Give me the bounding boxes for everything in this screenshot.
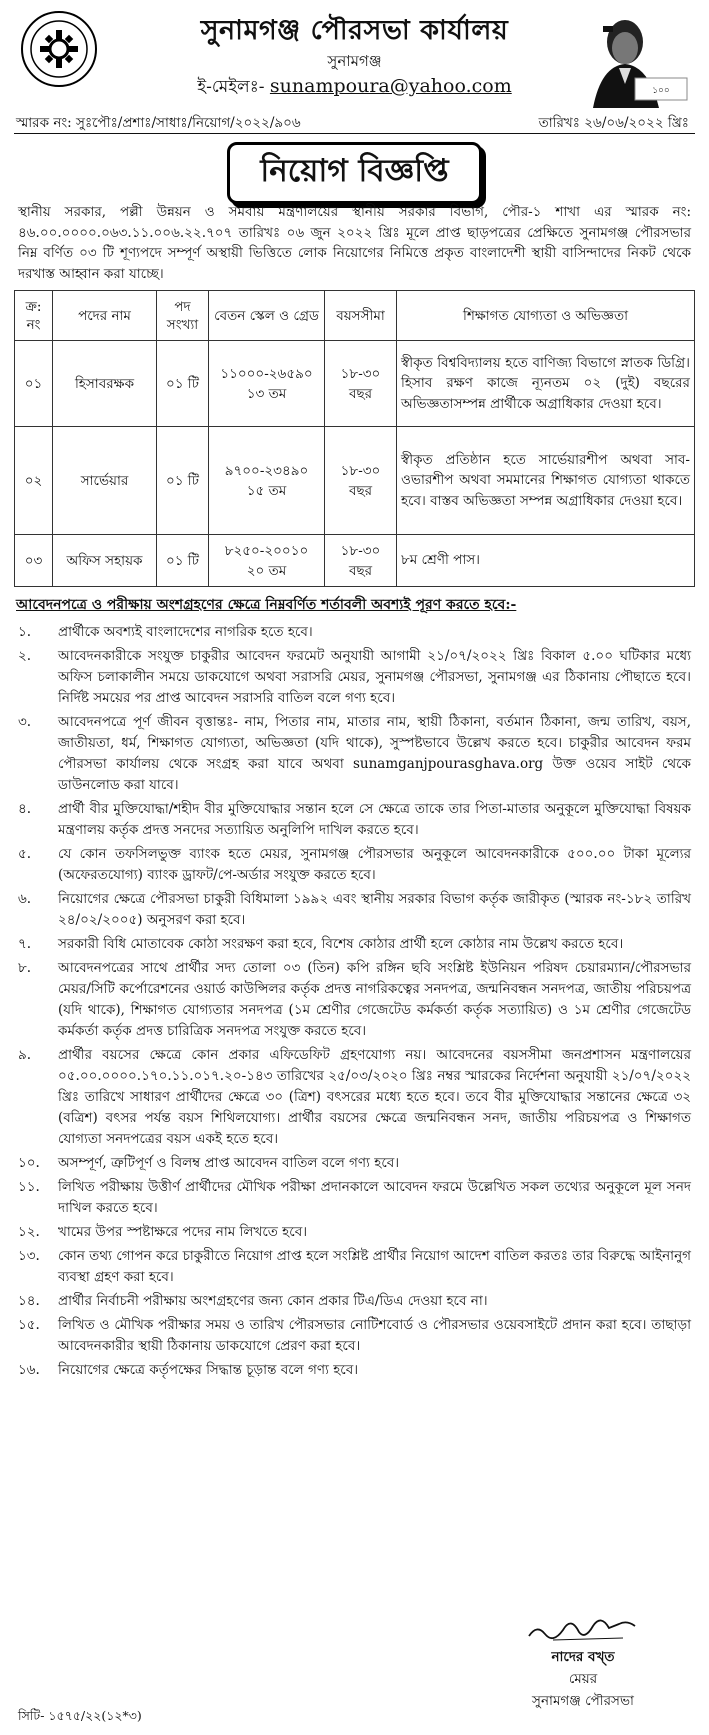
list-item — [14, 844, 695, 886]
cell-age — [325, 341, 397, 427]
cell-serial: ০২ — [15, 427, 53, 535]
cell-qualification: স্বীকৃত প্রতিষ্ঠান হতে সার্ভেয়ারশীপ অথবা সাব-ওভারশীপ অথবা সমমানের শিক্ষাগত যোগ্যতা থাকতে হবে। বাস্তব অভিজ্ঞতা সম্পন্ন অগ্রাধিকার দেওয়া হবে। — [397, 427, 695, 535]
item-text: অসম্পূর্ণ, ত্রুটিপূর্ণ ও বিলম্ব প্রাপ্ত আবেদন বাতিল বলে গণ্য হবে। — [58, 1155, 400, 1171]
item-number: ৩. — [18, 714, 32, 730]
list-item — [14, 1045, 695, 1150]
office-place: সুনামগঞ্জ — [327, 52, 382, 70]
item-text: আবেদনকারীকে সংযুক্ত চাকুরীর আবেদন ফরমেট অনুযায়ী আগামী ২১/০৭/২০২২ খ্রিঃ বিকাল ৫.০০ ঘটিকার মধ্যে অফিস চলাকালীন সময়ে ডাকযোগে অথবা সরাসরি মেয়র, সুনামগঞ্জ পৌরসভা, সুনামগঞ্জ এর ঠিকানায় পৌছাতে হবে। নির্দিষ্ট সময়ের পর প্রাপ্ত আবেদন সরাসরি বাতিল বলে গণ্য হবে। — [58, 648, 691, 706]
age-value: ১৮-৩০ — [340, 365, 381, 382]
header-age: বয়সসীমা — [325, 291, 397, 341]
table-row — [15, 427, 695, 535]
header-post: পদের নাম — [53, 291, 157, 341]
age-value: ১৮-৩০ — [340, 462, 381, 479]
header-serial: ক্র: নং — [15, 291, 53, 341]
cell-count: ০১ টি — [157, 427, 209, 535]
signatory-name: নাদের বখ্ত — [551, 1649, 615, 1665]
age-value: ১৮-৩০ — [340, 542, 381, 559]
memo-ref: স্মারক নং: সুঃপৌঃ/প্রশাঃ/সাধাঃ/নিয়োগ/২০২২/৯০৬ — [16, 115, 301, 131]
header-count: পদ সংখ্যা — [157, 291, 209, 341]
scale-value: ৮২৫০-২০০১০ — [224, 542, 309, 559]
list-item — [14, 646, 695, 709]
item-number: ১৫. — [18, 1317, 40, 1333]
signature-block — [493, 1606, 673, 1712]
item-number: ১০. — [18, 1155, 40, 1171]
item-number: ৪. — [18, 801, 32, 817]
list-item — [14, 889, 695, 931]
memo-date: তারিখঃ ২৬/০৬/২০২২ খ্রিঃ — [538, 115, 689, 131]
item-number: ১১. — [18, 1179, 40, 1195]
scale-value: ৯৭০০-২৩৪৯০ — [224, 462, 309, 479]
item-number: ৮. — [18, 960, 32, 976]
cell-qualification: স্বীকৃত বিশ্ববিদ্যালয় হতে বাণিজ্য বিভাগে স্নাতক ডিগ্রি। হিসাব রক্ষণ কাজে ন্যূনতম ০২ (দুই) বছরের অভিজ্ঞতাসম্পন্ন প্রার্থীকে অগ্রাধিকার দেওয়া হবে। — [397, 341, 695, 427]
email-label: ই-মেইলঃ- — [197, 77, 265, 97]
age-unit: বছর — [348, 482, 373, 499]
table-row — [15, 535, 695, 587]
item-number: ১৩. — [18, 1248, 40, 1264]
header-qualification: শিক্ষাগত যোগ্যতা ও অভিজ্ঞতা — [397, 291, 695, 341]
item-number: ১২. — [18, 1224, 40, 1240]
list-item — [14, 1291, 695, 1312]
item-text: প্রার্থীকে অবশ্যই বাংলাদেশের নাগরিক হতে হবে। — [58, 624, 313, 640]
footer-code: সিটি- ১৫৭৫/২২(১২*৩) — [18, 1708, 142, 1723]
grade-value: ১৩ তম — [246, 385, 287, 402]
list-item — [14, 1360, 695, 1381]
title-banner — [14, 142, 695, 196]
svg-text:১০০: ১০০ — [652, 86, 670, 96]
age-unit: বছর — [348, 562, 373, 579]
cell-post: সার্ভেয়ার — [53, 427, 157, 535]
item-text: লিখিত পরীক্ষায় উত্তীর্ণ প্রার্থীদের মৌখিক পরীক্ষা প্রদানকালে আবেদন ফরমে উল্লেখিত সকল তথ্যের অনুকূলে মূল সনদ দাখিল করতে হবে। — [58, 1179, 691, 1216]
item-number: ৫. — [18, 846, 32, 862]
item-number: ৭. — [18, 936, 32, 952]
cell-age — [325, 535, 397, 587]
item-text: আবেদনপত্রের সাথে প্রার্থীর সদ্য তোলা ০৩ (তিন) কপি রঙ্গিন ছবি সংশ্লিষ্ট ইউনিয়ন পরিষদ চেয়ারম্যান/পৌরসভার মেয়র/সিটি কর্পোরেশনের ওয়ার্ড কাউন্সিলর কর্তৃক প্রদত্ত নাগরিকত্বের সনদপত্র, জন্মনিবন্ধন সনদপত্র, জাতীয় পরিচয়পত্র (যদি থাকে), শিক্ষাগত যোগ্যতার সনদপত্র (১ম শ্রেণীর গেজেটেড কর্মকর্তা কর্তৃক সত্যায়িত) ও ১ম শ্রেণীর গেজেটেড কর্মকর্তা কর্তৃক প্রদত্ত চারিত্রিক সনদপত্র সংযুক্ত করতে হবে। — [58, 960, 691, 1039]
intro-paragraph: স্থানীয় সরকার, পল্লী উন্নয়ন ও সমবায় মন্ত্রণালয়ের স্থানীয় সরকার বিভাগ, পৌর-১ শাখা এর স্মারক নং: ৪৬.০০.০০০০.০৬৩.১১.০০৬.২২.৭০৭ তারিখঃ ০৬ জুন ২০২২ খ্রিঃ মূলে প্রাপ্ত ছাড়পত্রের প্রেক্ষিতে সুনামগঞ্জ পৌরসভার নিম্ন বর্ণিত ০৩ টি শূণ্যপদে সম্পূর্ণ অস্থায়ী ভিত্তিতে লোক নিয়োগের নিমিত্তে প্রকৃত বাংলাদেশী স্থায়ী বাসিন্দাদের নিকট থেকে দরখাস্ত আহ্বান করা যাচ্ছে। — [18, 204, 691, 282]
cell-qualification: ৮ম শ্রেণী পাস। — [397, 535, 695, 587]
signature-image — [523, 1606, 643, 1646]
cell-scale — [209, 341, 325, 427]
cell-age — [325, 427, 397, 535]
list-item — [14, 958, 695, 1042]
cell-serial: ০১ — [15, 341, 53, 427]
list-item — [14, 712, 695, 796]
item-number: ১. — [18, 624, 32, 640]
list-item — [14, 1315, 695, 1357]
list-item — [14, 934, 695, 955]
header-scale: বেতন স্কেল ও গ্রেড — [209, 291, 325, 341]
table-header-row — [15, 291, 695, 341]
portrait-image — [579, 8, 691, 108]
item-number: ১৬. — [18, 1362, 40, 1378]
list-item — [14, 622, 695, 643]
list-item — [14, 1153, 695, 1174]
signatory-designation: মেয়র — [568, 1671, 598, 1687]
item-text: যে কোন তফসিলভুক্ত ব্যাংক হতে মেয়র, সুনামগঞ্জ পৌরসভার অনুকূলে আবেদনকারীকে ৫০০.০০ টাকা মূল্যের (অফেরতযোগ্য) ব্যাংক ড্রাফট/পে-অর্ডার সংযুক্ত করতে হবে। — [58, 846, 691, 883]
item-text: প্রার্থী বীর মুক্তিযোদ্ধা/শহীদ বীর মুক্তিযোদ্ধার সন্তান হলে সে ক্ষেত্রে তাকে তার পিতা-মাতার অনুকূলে মুক্তিযোদ্ধা বিষয়ক মন্ত্রণালয় কর্তৃক প্রদত্ত সনদের সত্যায়িত অনুলিপি দাখিল করতে হবে। — [58, 801, 691, 838]
item-text: আবেদনপত্রে পূর্ণ জীবন বৃত্তান্তঃ- নাম, পিতার নাম, মাতার নাম, স্থায়ী ঠিকানা, বর্তমান ঠিকানা, জন্ম তারিখ, বয়স, জাতীয়তা, ধর্ম, শিক্ষাগত যোগ্যতা, অভিজ্ঞতা (যদি থাকে), সুস্পষ্টভাবে উল্লেখ করতে হবে। চাকুরীর আবেদন ফরম পৌরসভা কার্যালয় থেকে সংগ্রহ করা যাবে অথবা sunamganjpourasghava.org উক্ত ওয়েব সাইট থেকে ডাউনলোড করা যাবে। — [58, 714, 691, 793]
email-link[interactable]: sunampoura@yahoo.com — [269, 75, 512, 97]
item-number: ১৪. — [18, 1293, 40, 1309]
list-item — [14, 1222, 695, 1243]
list-item — [14, 799, 695, 841]
page-title: নিয়োগ বিজ্ঞপ্তি — [227, 142, 481, 204]
item-text: কোন তথ্য গোপন করে চাকুরীতে নিয়োগ প্রাপ্ত হলে সংশ্লিষ্ট প্রার্থীর নিয়োগ আদেশ বাতিল করতঃ তার বিরুদ্ধে আইনানুগ ব্যবস্থা গ্রহণ করা হবে। — [58, 1248, 691, 1285]
item-number: ৯. — [18, 1047, 32, 1063]
cell-scale — [209, 535, 325, 587]
conditions-heading: আবেদনপত্রে ও পরীক্ষায় অংশগ্রহণের ক্ষেত্রে নিম্নবর্ণিত শর্তাবলী অবশ্যই পূরণ করতে হবে:- — [16, 597, 517, 613]
item-text: নিয়োগের ক্ষেত্রে পৌরসভা চাকুরী বিধিমালা ১৯৯২ এবং স্থানীয় সরকার বিভাগ কর্তৃক জারীকৃত (স্মারক নং-১৮২ তারিখ ২৪/০২/২০০৫) অনুসরণ করা হবে। — [58, 891, 691, 928]
item-text: লিখিত ও মৌখিক পরীক্ষার সময় ও তারিখ পৌরসভার নোটিশবোর্ড ও পৌরসভার ওয়েবসাইটে প্রদান করা হবে। তাছাড়া আবেদনকারীর স্থায়ী ঠিকানায় ডাকযোগে প্রেরণ করা হবে। — [58, 1317, 691, 1354]
cell-count: ০১ টি — [157, 535, 209, 587]
grade-value: ১৫ তম — [246, 482, 287, 499]
posts-table — [14, 290, 695, 587]
cell-scale — [209, 427, 325, 535]
cell-post: অফিস সহায়ক — [53, 535, 157, 587]
office-name: সুনামগঞ্জ পৌরসভা কার্যালয় — [200, 15, 509, 46]
cell-count: ০১ টি — [157, 341, 209, 427]
memo-row — [14, 112, 695, 134]
item-text: নিয়োগের ক্ষেত্রে কর্তৃপক্ষের সিদ্ধান্ত চূড়ান্ত বলে গণ্য হবে। — [58, 1362, 359, 1378]
item-number: ৬. — [18, 891, 32, 907]
cell-serial: ০৩ — [15, 535, 53, 587]
list-item — [14, 1177, 695, 1219]
signatory-office: সুনামগঞ্জ পৌরসভা — [532, 1693, 634, 1709]
conditions-list — [14, 622, 695, 1381]
item-text: সরকারী বিধি মোতাবেক কোঠা সংরক্ষণ করা হবে, বিশেষ কোঠার প্রার্থী হলে কোঠার নাম উল্লেখ করতে হবে। — [58, 936, 624, 952]
item-number: ২. — [18, 648, 32, 664]
letterhead — [14, 6, 695, 110]
scale-value: ১১০০০-২৬৫৯০ — [220, 365, 313, 382]
item-text: প্রার্থীর বয়সের ক্ষেত্রে কোন প্রকার এফিডেফিট গ্রহণযোগ্য নয়। আবেদনের বয়সসীমা জনপ্রশাসন মন্ত্রণালয়ের ০৫.০০.০০০০.১৭০.১১.০১৭.২০-১৪৩ তারিখের ২৫/০৩/২০২০ খ্রিঃ নম্বর স্মারকের নির্দেশনা অনুযায়ী ২১/০৭/২০২২ খ্রিঃ তারিখে সাধারণ প্রার্থীদের ক্ষেত্রে ৩০ (ত্রিশ) বৎসরের মধ্যে হতে হবে। তবে বীর মুক্তিযোদ্ধার সন্তানের ক্ষেত্রে ৩২ (বত্রিশ) বৎসর পর্যন্ত বয়স শিথিলযোগ্য। প্রার্থীর বয়সের ক্ষেত্রে জন্মনিবন্ধন সনদ, জাতীয় পরিচয়পত্র ও শিক্ষাগত যোগ্যতা সনদপত্রের বয়স একই হতে হবে। — [58, 1047, 691, 1147]
cell-post: হিসাবরক্ষক — [53, 341, 157, 427]
list-item — [14, 1246, 695, 1288]
grade-value: ২০ তম — [246, 562, 287, 579]
table-row — [15, 341, 695, 427]
item-text: খামের উপর স্পষ্টাক্ষরে পদের নাম লিখতে হবে। — [58, 1224, 308, 1240]
item-text: প্রার্থীর নির্বাচনী পরীক্ষায় অংশগ্রহণের জন্য কোন প্রকার টিএ/ডিএ দেওয়া হবে না। — [58, 1293, 488, 1309]
age-unit: বছর — [348, 385, 373, 402]
